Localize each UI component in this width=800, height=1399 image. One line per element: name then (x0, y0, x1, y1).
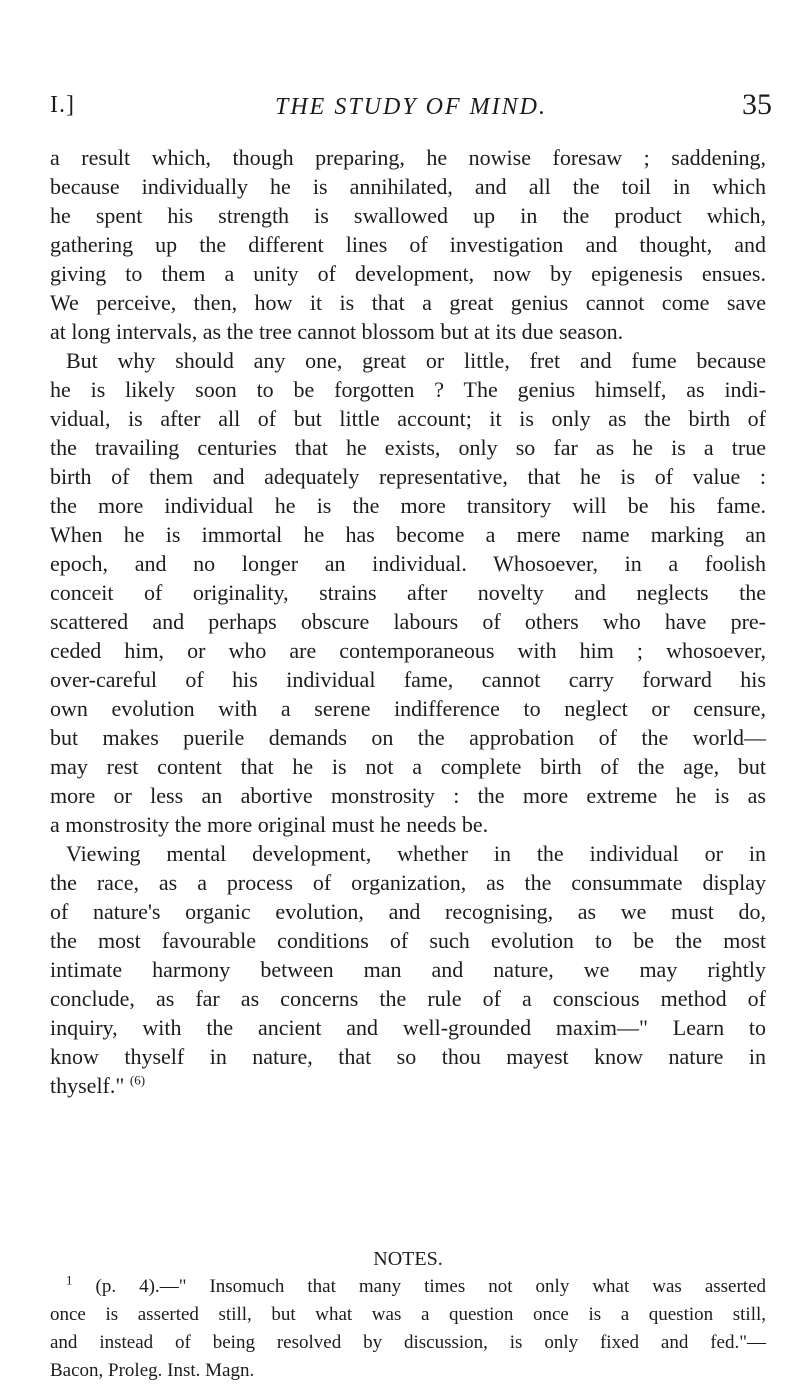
note-line (50, 1273, 766, 1301)
running-title: THE STUDY OF MIND. (274, 94, 547, 120)
text-line: We perceive, then, how it is that a great genius cannot come save (50, 290, 766, 315)
text-line: over-careful of his individual fame, cannot carry forward his (50, 667, 766, 692)
note-line: once is asserted still, but what was a question once is a question still, (50, 1304, 766, 1325)
chapter-marker: I.] (50, 92, 75, 118)
text-line: giving to them a unity of development, now by epigenesis ensues. (50, 261, 766, 286)
text-line: the travailing centuries that he exists, only so far as he is a true (50, 435, 766, 460)
text-line: he is likely soon to be forgotten ? The genius himself, as indi- (50, 377, 766, 402)
text-line: Viewing mental development, whether in the individual or in (66, 841, 766, 866)
text-line: a result which, though preparing, he nowise foresaw ; saddening, (50, 145, 766, 170)
notes-heading: NOTES. (373, 1248, 443, 1270)
notes-section (50, 1245, 766, 1385)
text-line: ceded him, or who are contemporaneous with him ; whosoever, (50, 638, 766, 663)
text-line: the race, as a process of organization, as the consummate display (50, 870, 766, 895)
note-number: 1 (66, 1272, 73, 1288)
text-line: but makes puerile demands on the approbation of the world— (50, 725, 766, 750)
note-line: Bacon, Proleg. Inst. Magn. (50, 1360, 255, 1381)
text-line: the more individual he is the more transitory will be his fame. (50, 493, 766, 518)
note-text: —" Insomuch that many times not only what was asserted (159, 1276, 767, 1297)
text-line: more or less an abortive monstrosity : the more extreme he is as (50, 783, 766, 808)
text-line: he spent his strength is swallowed up in the product which, (50, 203, 766, 228)
note-line: and instead of being resolved by discussion, is only fixed and fed."— (50, 1332, 766, 1353)
text-line: own evolution with a serene indifference to neglect or censure, (50, 696, 766, 721)
running-header (50, 88, 772, 132)
text-line: scattered and perhaps obscure labours of others who have pre- (50, 609, 766, 634)
text-line: gathering up the different lines of investigation and thought, and (50, 232, 766, 257)
footnote-reference: (6) (129, 1072, 146, 1088)
text-line: know thyself in nature, that so thou mayest know nature in (50, 1044, 766, 1069)
text-line-content: thyself." (50, 1073, 125, 1098)
text-line: birth of them and adequately representative, that he is of value : (50, 464, 766, 489)
text-line: may rest content that he is not a complete birth of the age, but (50, 754, 766, 779)
body-text (50, 143, 766, 1100)
page-number: 35 (742, 88, 772, 121)
note-reference: (p. 4). (95, 1276, 160, 1297)
text-line: conclude, as far as concerns the rule of a conscious method of (50, 986, 766, 1011)
text-line: intimate harmony between man and nature, we may rightly (50, 957, 766, 982)
text-line: because individually he is annihilated, and all the toil in which (50, 174, 766, 199)
text-line: the most favourable conditions of such evolution to be the most (50, 928, 766, 953)
text-line: of nature's organic evolution, and recognising, as we must do, (50, 899, 766, 924)
text-line: vidual, is after all of but little account; it is only as the birth of (50, 406, 766, 431)
text-line: conceit of originality, strains after novelty and neglects the (50, 580, 766, 605)
text-line (50, 1071, 766, 1100)
text-line: at long intervals, as the tree cannot blossom but at its due season. (50, 319, 624, 344)
text-line: epoch, and no longer an individual. Whosoever, in a foolish (50, 551, 766, 576)
text-line: When he is immortal he has become a mere name marking an (50, 522, 766, 547)
text-line: But why should any one, great or little, fret and fume because (66, 348, 766, 373)
text-line: inquiry, with the ancient and well-grounded maxim—" Learn to (50, 1015, 766, 1040)
text-line: a monstrosity the more original must he needs be. (50, 812, 489, 837)
